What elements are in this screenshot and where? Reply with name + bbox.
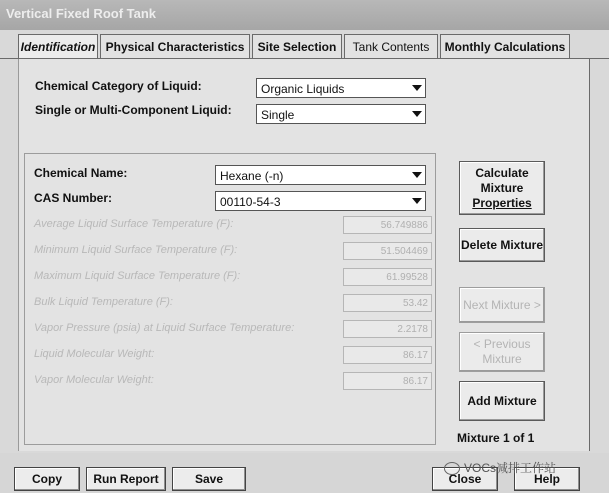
wechat-icon: [444, 462, 460, 475]
help-button[interactable]: Help: [514, 467, 580, 491]
property-value: 51.504469: [343, 242, 432, 260]
next-mixture-label: Next Mixture >: [463, 297, 541, 312]
run-report-button[interactable]: Run Report: [86, 467, 166, 491]
cas-number-value: 00110-54-3: [220, 195, 281, 209]
property-label: Average Liquid Surface Temperature (F):: [34, 218, 234, 230]
chevron-down-icon: [412, 198, 422, 204]
chevron-down-icon: [412, 85, 422, 91]
add-mixture-button[interactable]: [459, 381, 545, 421]
chevron-down-icon: [412, 172, 422, 178]
previous-mixture-label: Mixture: [482, 352, 522, 366]
calculate-label: Mixture: [480, 180, 524, 195]
property-label: Liquid Molecular Weight:: [34, 348, 155, 360]
component-type-label: Single or Multi-Component Liquid:: [35, 103, 232, 117]
tab-physical-characteristics[interactable]: Physical Characteristics: [100, 34, 250, 59]
delete-mixture-button[interactable]: [459, 228, 545, 262]
watermark-text: VOCs减排工作站: [464, 461, 557, 475]
chemical-name-select[interactable]: [215, 165, 426, 185]
property-label: Bulk Liquid Temperature (F):: [34, 296, 173, 308]
chemical-name-value: Hexane (-n): [220, 169, 284, 183]
cas-number-select[interactable]: [215, 191, 426, 211]
mixture-counter: Mixture 1 of 1: [457, 431, 535, 445]
chevron-down-icon: [412, 111, 422, 117]
property-value: 53.42: [343, 294, 432, 312]
previous-mixture-button[interactable]: [459, 332, 545, 372]
tab-tank-contents[interactable]: Tank Contents: [344, 34, 438, 59]
delete-mixture-label: Delete Mixture: [460, 237, 544, 252]
previous-mixture-label: < Previous: [473, 337, 531, 351]
property-value: 86.17: [343, 372, 432, 390]
calculate-mixture-properties-button[interactable]: [459, 161, 545, 215]
add-mixture-label: Add Mixture: [467, 393, 537, 408]
property-value: 86.17: [343, 346, 432, 364]
save-button[interactable]: Save: [172, 467, 246, 491]
property-value: 61.99528: [343, 268, 432, 286]
component-type-value: Single: [261, 108, 295, 122]
property-value: 2.2178: [343, 320, 432, 338]
calculate-label: Properties: [472, 195, 532, 210]
property-label: Minimum Liquid Surface Temperature (F):: [34, 244, 238, 256]
component-type-select[interactable]: [256, 104, 426, 124]
next-mixture-button[interactable]: [459, 287, 545, 323]
window-title: Vertical Fixed Roof Tank: [6, 6, 157, 21]
property-label: Maximum Liquid Surface Temperature (F):: [34, 270, 241, 282]
chemical-name-label: Chemical Name:: [34, 166, 128, 180]
property-value: 56.749886: [343, 216, 432, 234]
tab-monthly-calculations[interactable]: Monthly Calculations: [440, 34, 570, 59]
calculate-label: Calculate: [475, 165, 529, 180]
window-title-bar: [0, 0, 609, 30]
chemical-category-value: Organic Liquids: [261, 82, 345, 96]
close-button[interactable]: Close: [432, 467, 498, 491]
property-label: Vapor Molecular Weight:: [34, 374, 154, 386]
cas-number-label: CAS Number:: [34, 191, 113, 205]
property-label: Vapor Pressure (psia) at Liquid Surface Temperature:: [34, 322, 295, 334]
chemical-category-select[interactable]: [256, 78, 426, 98]
tab-site-selection[interactable]: Site Selection: [252, 34, 342, 59]
copy-button[interactable]: Copy: [14, 467, 80, 491]
watermark: [444, 459, 594, 479]
tab-bar: [0, 34, 609, 60]
tab-identification[interactable]: Identification: [18, 34, 98, 61]
chemical-category-label: Chemical Category of Liquid:: [35, 79, 202, 93]
